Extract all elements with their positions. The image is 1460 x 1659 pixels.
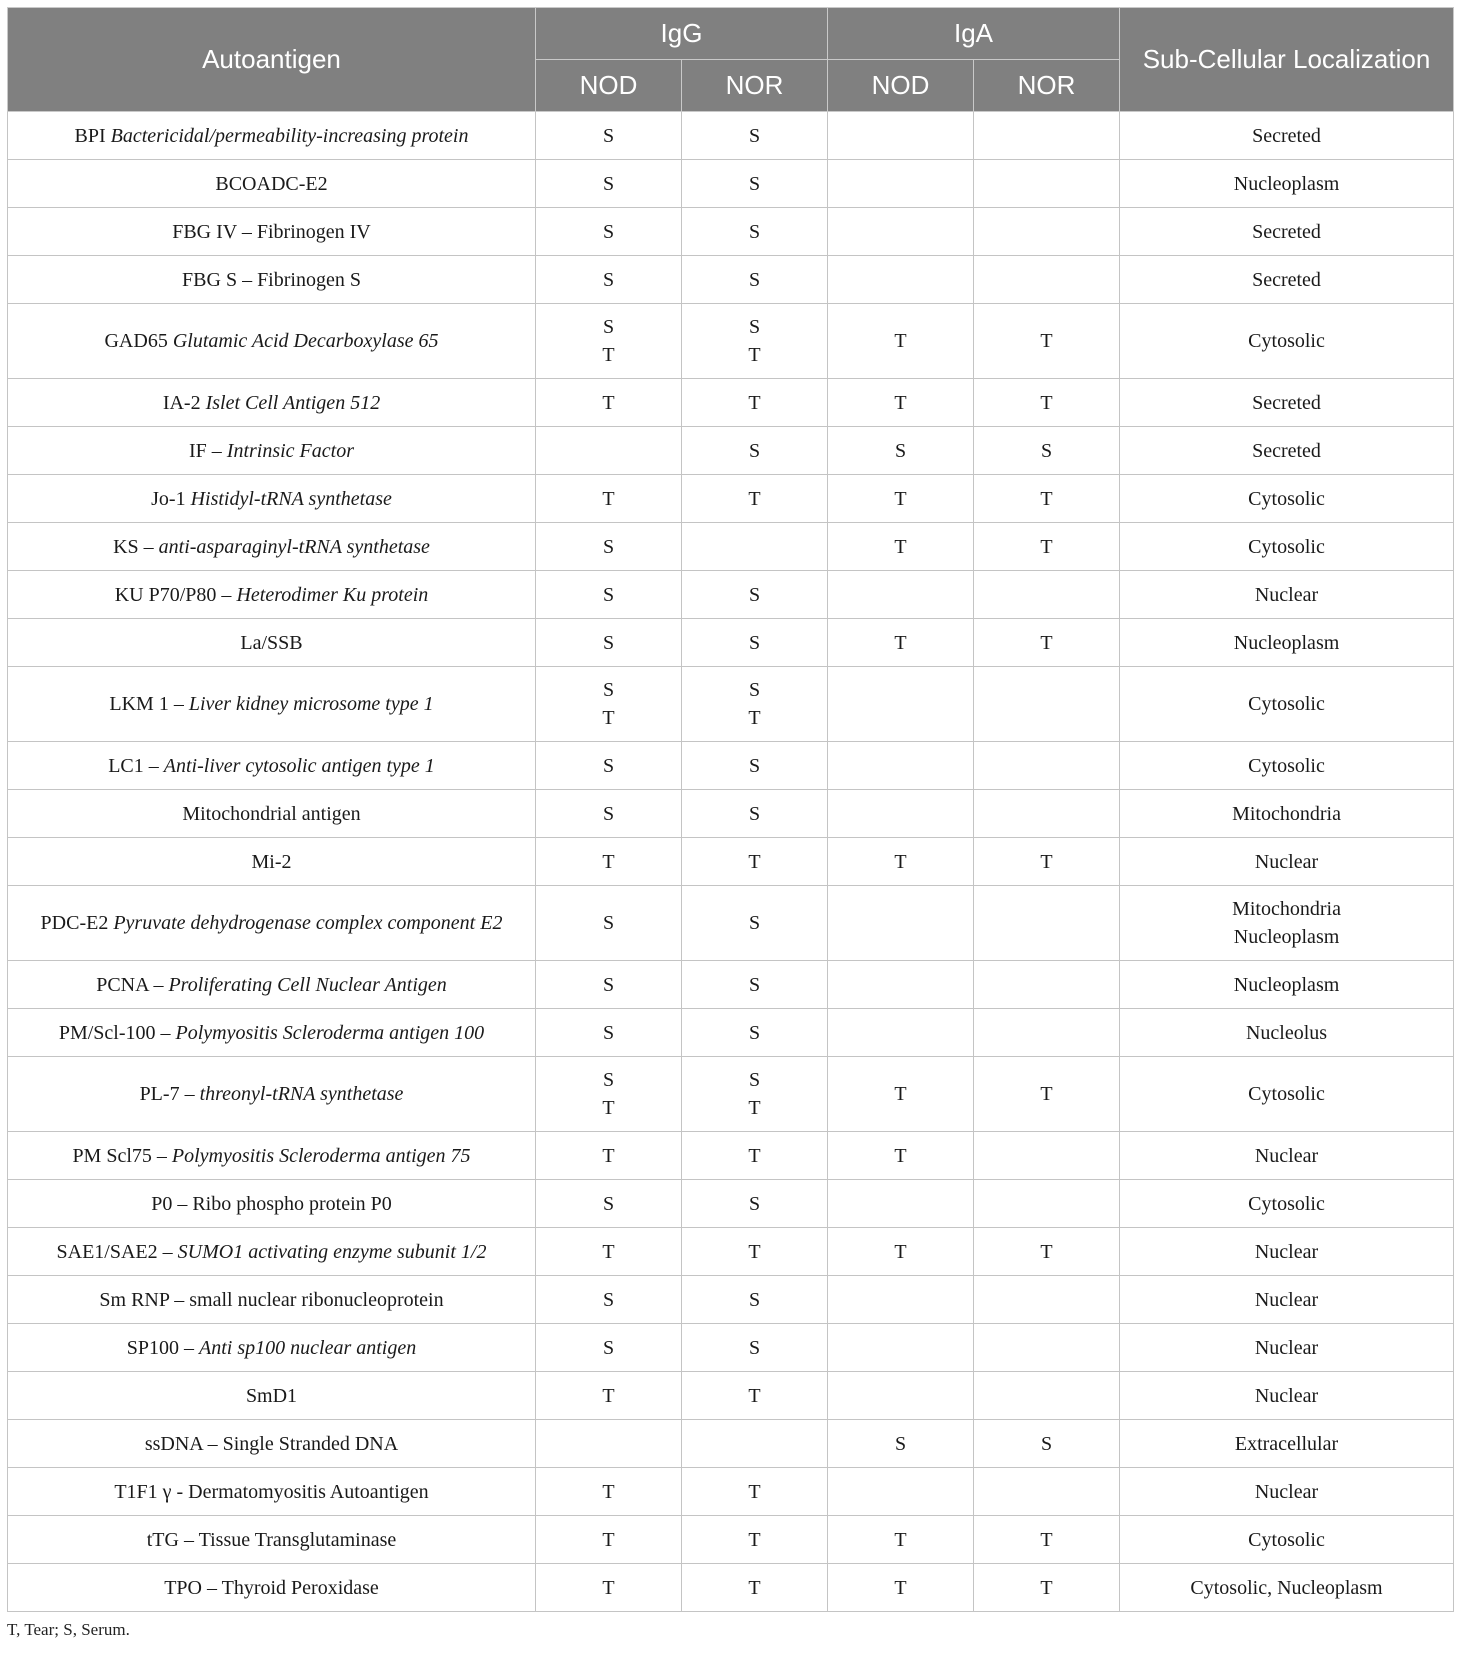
- cell-iga-nor: [974, 256, 1120, 304]
- cell-iga-nod: [828, 1468, 974, 1516]
- cell-localization: Secreted: [1120, 379, 1454, 427]
- autoantigen-description: Glutamic Acid Decarboxylase 65: [172, 330, 439, 352]
- table-row: [8, 523, 1454, 571]
- cell-igg-nor: T: [682, 838, 828, 886]
- cell-autoantigen: [8, 523, 536, 571]
- cell-iga-nod: [828, 1324, 974, 1372]
- cell-igg-nor: [682, 1057, 828, 1132]
- autoantigen-abbrev: PCNA –: [96, 973, 164, 996]
- autoantigen-abbrev: PL-7 –: [139, 1083, 195, 1105]
- autoantigen-abbrev: SP100 –: [126, 1336, 195, 1359]
- cell-igg-nor: T: [682, 1516, 828, 1564]
- cell-iga-nod: [828, 571, 974, 619]
- autoantigen-abbrev: TPO – Thyroid Peroxidase: [164, 1576, 379, 1599]
- cell-localization: Extracellular: [1120, 1420, 1454, 1468]
- cell-igg-nod: T: [536, 1564, 682, 1612]
- localization-line: Mitochondria: [1232, 898, 1341, 920]
- autoantigen-abbrev: Jo-1: [151, 487, 186, 510]
- cell-igg-nod: S: [536, 112, 682, 160]
- header-igg: IgG: [536, 8, 828, 60]
- cell-autoantigen: [8, 160, 536, 208]
- cell-iga-nod: T: [828, 475, 974, 523]
- cell-igg-nor: S: [682, 1009, 828, 1057]
- cell-iga-nod: [828, 1372, 974, 1420]
- cell-iga-nor: [974, 160, 1120, 208]
- cell-value-line: S: [602, 679, 615, 701]
- cell-iga-nor: T: [974, 1564, 1120, 1612]
- cell-iga-nor: [974, 1324, 1120, 1372]
- autoantigen-abbrev: T1F1 γ - Dermatomyositis Autoantigen: [114, 1480, 429, 1503]
- cell-igg-nor: S: [682, 112, 828, 160]
- table-row: [8, 475, 1454, 523]
- autoantigen-description: Polymyositis Scleroderma antigen 100: [175, 1021, 485, 1044]
- table-row: [8, 1276, 1454, 1324]
- cell-igg-nor: [682, 523, 828, 571]
- cell-autoantigen: [8, 1564, 536, 1612]
- cell-igg-nod: S: [536, 1180, 682, 1228]
- cell-iga-nod: T: [828, 1228, 974, 1276]
- cell-igg-nod: [536, 304, 682, 379]
- autoantigen-abbrev: GAD65: [104, 330, 168, 352]
- cell-iga-nod: [828, 256, 974, 304]
- cell-autoantigen: [8, 427, 536, 475]
- cell-igg-nod: S: [536, 961, 682, 1009]
- autoantigen-description: Histidyl-tRNA synthetase: [190, 487, 392, 510]
- cell-iga-nod: T: [828, 619, 974, 667]
- table-row: [8, 1564, 1454, 1612]
- cell-igg-nod: [536, 427, 682, 475]
- cell-igg-nod: S: [536, 790, 682, 838]
- table-row: [8, 1057, 1454, 1132]
- cell-igg-nod: T: [536, 1516, 682, 1564]
- cell-igg-nor: S: [682, 1180, 828, 1228]
- cell-igg-nor: T: [682, 379, 828, 427]
- cell-localization: Nucleoplasm: [1120, 160, 1454, 208]
- cell-igg-nor: T: [682, 1228, 828, 1276]
- cell-iga-nor: [974, 1372, 1120, 1420]
- cell-iga-nor: T: [974, 838, 1120, 886]
- cell-iga-nor: [974, 1009, 1120, 1057]
- autoantigen-abbrev: LKM 1 –: [109, 693, 184, 715]
- cell-value-line: S: [748, 1069, 761, 1091]
- cell-iga-nod: [828, 112, 974, 160]
- table-row: [8, 1516, 1454, 1564]
- cell-iga-nod: [828, 208, 974, 256]
- autoantigen-abbrev: P0 – Ribo phospho protein P0: [151, 1192, 392, 1215]
- cell-value-line: S: [602, 316, 615, 338]
- cell-igg-nor: T: [682, 1132, 828, 1180]
- cell-iga-nor: [974, 1276, 1120, 1324]
- cell-iga-nor: T: [974, 304, 1120, 379]
- table-header: [8, 8, 1454, 112]
- table-row: [8, 427, 1454, 475]
- cell-localization: Secreted: [1120, 427, 1454, 475]
- autoantigen-description: Anti-liver cytosolic antigen type 1: [163, 754, 435, 777]
- cell-autoantigen: [8, 1324, 536, 1372]
- cell-autoantigen: [8, 1420, 536, 1468]
- cell-igg-nor: S: [682, 790, 828, 838]
- cell-igg-nod: S: [536, 208, 682, 256]
- localization-line: Nucleoplasm: [1233, 926, 1340, 948]
- cell-localization: Nucleoplasm: [1120, 619, 1454, 667]
- cell-iga-nor: S: [974, 427, 1120, 475]
- cell-localization: Cytosolic: [1120, 304, 1454, 379]
- cell-autoantigen: [8, 379, 536, 427]
- cell-autoantigen: [8, 619, 536, 667]
- autoantigen-abbrev: FBG S: [182, 268, 238, 291]
- cell-igg-nor: S: [682, 742, 828, 790]
- cell-igg-nor: T: [682, 1468, 828, 1516]
- cell-igg-nor: S: [682, 571, 828, 619]
- cell-value-line: T: [748, 707, 761, 729]
- autoantigen-description: Intrinsic Factor: [226, 439, 354, 462]
- autoantigen-description: Proliferating Cell Nuclear Antigen: [168, 973, 447, 996]
- table-row: [8, 1132, 1454, 1180]
- cell-localization: [1120, 886, 1454, 961]
- table-row: [8, 160, 1454, 208]
- cell-iga-nor: [974, 1180, 1120, 1228]
- cell-value-line: T: [602, 344, 615, 366]
- autoantigen-abbrev: tTG – Tissue Transglutaminase: [146, 1528, 397, 1551]
- table-row: [8, 571, 1454, 619]
- cell-igg-nod: [536, 667, 682, 742]
- cell-autoantigen: [8, 208, 536, 256]
- autoantigen-description: threonyl-tRNA synthetase: [199, 1083, 404, 1105]
- cell-localization: Nuclear: [1120, 1132, 1454, 1180]
- cell-iga-nod: [828, 1180, 974, 1228]
- cell-iga-nod: [828, 1009, 974, 1057]
- cell-igg-nod: S: [536, 742, 682, 790]
- cell-localization: Nuclear: [1120, 1468, 1454, 1516]
- autoantigen-abbrev: LC1 –: [108, 754, 159, 777]
- autoantigen-abbrev: FBG IV: [172, 220, 237, 243]
- cell-autoantigen: [8, 1180, 536, 1228]
- cell-igg-nor: T: [682, 1564, 828, 1612]
- cell-iga-nor: [974, 667, 1120, 742]
- autoantigen-abbrev: PM/Scl-100 –: [58, 1021, 171, 1044]
- header-iga: IgA: [828, 8, 1120, 60]
- table-row: [8, 1420, 1454, 1468]
- cell-autoantigen: [8, 475, 536, 523]
- table-row: [8, 208, 1454, 256]
- cell-value-line: T: [602, 1097, 615, 1119]
- cell-iga-nor: [974, 1132, 1120, 1180]
- cell-iga-nor: T: [974, 1057, 1120, 1132]
- cell-igg-nor: S: [682, 886, 828, 961]
- cell-iga-nod: [828, 961, 974, 1009]
- cell-autoantigen: [8, 886, 536, 961]
- cell-igg-nor: S: [682, 1324, 828, 1372]
- cell-localization: Nuclear: [1120, 1324, 1454, 1372]
- cell-value-line: T: [748, 344, 761, 366]
- table-row: [8, 838, 1454, 886]
- cell-autoantigen: [8, 112, 536, 160]
- cell-localization: Cytosolic, Nucleoplasm: [1120, 1564, 1454, 1612]
- cell-iga-nod: T: [828, 1516, 974, 1564]
- table-row: [8, 1324, 1454, 1372]
- table-container: [7, 7, 1453, 1640]
- cell-localization: Cytosolic: [1120, 742, 1454, 790]
- header-igg-nod: NOD: [536, 60, 682, 112]
- cell-igg-nod: S: [536, 886, 682, 961]
- autoantigen-abbrev: PM Scl75 –: [72, 1144, 167, 1167]
- cell-igg-nor: T: [682, 1372, 828, 1420]
- cell-localization: Secreted: [1120, 208, 1454, 256]
- cell-iga-nod: [828, 667, 974, 742]
- cell-localization: Secreted: [1120, 256, 1454, 304]
- autoantigen-abbrev: La/SSB: [240, 631, 303, 654]
- cell-igg-nod: T: [536, 1468, 682, 1516]
- cell-iga-nod: [828, 886, 974, 961]
- cell-autoantigen: [8, 571, 536, 619]
- autoantigen-description: Bactericidal/permeability-increasing protein: [110, 124, 469, 147]
- cell-igg-nor: [682, 667, 828, 742]
- cell-igg-nod: S: [536, 571, 682, 619]
- cell-igg-nod: S: [536, 1324, 682, 1372]
- cell-autoantigen: [8, 1057, 536, 1132]
- autoantigen-description: Liver kidney microsome type 1: [188, 693, 434, 715]
- autoantigen-description: Anti sp100 nuclear antigen: [199, 1336, 417, 1359]
- cell-localization: Nuclear: [1120, 838, 1454, 886]
- cell-autoantigen: [8, 256, 536, 304]
- cell-autoantigen: [8, 838, 536, 886]
- cell-igg-nod: T: [536, 1228, 682, 1276]
- autoantigen-abbrev: PDC-E2: [40, 912, 109, 934]
- table-row: [8, 790, 1454, 838]
- cell-igg-nod: S: [536, 1276, 682, 1324]
- cell-localization: Cytosolic: [1120, 1057, 1454, 1132]
- cell-iga-nor: S: [974, 1420, 1120, 1468]
- table-row: [8, 961, 1454, 1009]
- header-localization: Sub-Cellular Localization: [1120, 8, 1454, 112]
- cell-igg-nod: [536, 1420, 682, 1468]
- autoantigen-abbrev: BCOADC-E2: [215, 172, 328, 195]
- cell-value-line: T: [748, 1097, 761, 1119]
- cell-igg-nod: S: [536, 160, 682, 208]
- cell-value-line: S: [748, 679, 761, 701]
- header-autoantigen: Autoantigen: [8, 8, 536, 112]
- cell-igg-nor: S: [682, 160, 828, 208]
- autoantigen-abbrev: IF –: [188, 439, 222, 462]
- cell-autoantigen: [8, 790, 536, 838]
- header-iga-nod: NOD: [828, 60, 974, 112]
- cell-autoantigen: [8, 304, 536, 379]
- cell-iga-nod: [828, 790, 974, 838]
- cell-igg-nor: S: [682, 208, 828, 256]
- cell-iga-nod: [828, 1276, 974, 1324]
- cell-igg-nod: T: [536, 1132, 682, 1180]
- cell-igg-nor: S: [682, 256, 828, 304]
- cell-igg-nor: S: [682, 961, 828, 1009]
- cell-iga-nor: [974, 886, 1120, 961]
- table-row: [8, 619, 1454, 667]
- cell-igg-nod: S: [536, 523, 682, 571]
- autoantigen-description: Heterodimer Ku protein: [236, 583, 429, 606]
- cell-iga-nor: [974, 571, 1120, 619]
- cell-autoantigen: [8, 1228, 536, 1276]
- cell-autoantigen: [8, 1468, 536, 1516]
- autoantigen-abbrev: Sm RNP – small nuclear ribonucleoprotein: [99, 1288, 444, 1311]
- cell-iga-nor: T: [974, 523, 1120, 571]
- cell-iga-nod: T: [828, 1132, 974, 1180]
- autoantigen-abbrev: SmD1: [245, 1384, 298, 1407]
- cell-iga-nod: T: [828, 1057, 974, 1132]
- cell-igg-nor: S: [682, 619, 828, 667]
- cell-iga-nor: [974, 112, 1120, 160]
- table-row: [8, 379, 1454, 427]
- autoantigen-abbrev: IA-2: [162, 391, 201, 414]
- table-row: [8, 1372, 1454, 1420]
- autoantigen-description: – Fibrinogen S: [242, 268, 361, 291]
- table-row: [8, 1180, 1454, 1228]
- cell-localization: Nuclear: [1120, 1228, 1454, 1276]
- table-row: [8, 112, 1454, 160]
- cell-igg-nod: T: [536, 379, 682, 427]
- cell-autoantigen: [8, 742, 536, 790]
- cell-localization: Secreted: [1120, 112, 1454, 160]
- cell-igg-nor: [682, 304, 828, 379]
- cell-igg-nod: S: [536, 1009, 682, 1057]
- cell-localization: Nucleoplasm: [1120, 961, 1454, 1009]
- autoantigen-abbrev: KU P70/P80 –: [114, 583, 232, 606]
- cell-igg-nor: S: [682, 1276, 828, 1324]
- cell-iga-nod: S: [828, 427, 974, 475]
- cell-localization: Cytosolic: [1120, 523, 1454, 571]
- table-row: [8, 256, 1454, 304]
- table-body: [8, 112, 1454, 1612]
- autoantigen-abbrev: BPI: [74, 124, 106, 147]
- header-igg-nor: NOR: [682, 60, 828, 112]
- cell-iga-nor: T: [974, 379, 1120, 427]
- table-row: [8, 1009, 1454, 1057]
- cell-iga-nor: [974, 208, 1120, 256]
- cell-autoantigen: [8, 667, 536, 742]
- cell-localization: Nuclear: [1120, 571, 1454, 619]
- cell-iga-nor: T: [974, 619, 1120, 667]
- cell-iga-nod: T: [828, 1564, 974, 1612]
- autoantigen-table: [7, 7, 1454, 1612]
- cell-iga-nod: S: [828, 1420, 974, 1468]
- cell-iga-nor: T: [974, 475, 1120, 523]
- cell-iga-nod: T: [828, 838, 974, 886]
- cell-iga-nod: [828, 742, 974, 790]
- cell-igg-nod: T: [536, 1372, 682, 1420]
- cell-autoantigen: [8, 961, 536, 1009]
- cell-igg-nor: [682, 1420, 828, 1468]
- cell-iga-nod: T: [828, 523, 974, 571]
- cell-localization: Cytosolic: [1120, 1516, 1454, 1564]
- cell-igg-nod: [536, 1057, 682, 1132]
- cell-autoantigen: [8, 1009, 536, 1057]
- cell-localization: Nuclear: [1120, 1276, 1454, 1324]
- autoantigen-description: Polymyositis Scleroderma antigen 75: [171, 1144, 471, 1167]
- cell-localization: Cytosolic: [1120, 667, 1454, 742]
- table-footnote: T, Tear; S, Serum.: [7, 1620, 130, 1639]
- cell-iga-nod: [828, 160, 974, 208]
- cell-igg-nod: S: [536, 619, 682, 667]
- header-iga-nor: NOR: [974, 60, 1120, 112]
- table-row: [8, 304, 1454, 379]
- autoantigen-description: SUMO1 activating enzyme subunit 1/2: [177, 1240, 487, 1263]
- cell-autoantigen: [8, 1516, 536, 1564]
- cell-iga-nod: T: [828, 304, 974, 379]
- cell-iga-nor: [974, 1468, 1120, 1516]
- autoantigen-abbrev: SAE1/SAE2 –: [56, 1240, 173, 1263]
- cell-iga-nor: T: [974, 1228, 1120, 1276]
- table-row: [8, 886, 1454, 961]
- table-row: [8, 742, 1454, 790]
- table-row: [8, 1228, 1454, 1276]
- cell-autoantigen: [8, 1132, 536, 1180]
- cell-igg-nod: S: [536, 256, 682, 304]
- cell-iga-nod: T: [828, 379, 974, 427]
- table-row: [8, 667, 1454, 742]
- autoantigen-abbrev: KS –: [113, 535, 154, 558]
- cell-igg-nod: T: [536, 838, 682, 886]
- cell-localization: Cytosolic: [1120, 475, 1454, 523]
- cell-iga-nor: [974, 742, 1120, 790]
- cell-value-line: T: [602, 707, 615, 729]
- cell-iga-nor: T: [974, 1516, 1120, 1564]
- cell-autoantigen: [8, 1276, 536, 1324]
- cell-igg-nor: T: [682, 475, 828, 523]
- cell-localization: Mitochondria: [1120, 790, 1454, 838]
- autoantigen-abbrev: ssDNA – Single Stranded DNA: [144, 1432, 399, 1455]
- cell-autoantigen: [8, 1372, 536, 1420]
- cell-localization: Cytosolic: [1120, 1180, 1454, 1228]
- cell-iga-nor: [974, 790, 1120, 838]
- autoantigen-description: Pyruvate dehydrogenase complex component E2: [113, 912, 503, 934]
- autoantigen-abbrev: Mi-2: [251, 850, 292, 873]
- cell-value-line: S: [748, 316, 761, 338]
- autoantigen-description: Islet Cell Antigen 512: [205, 391, 381, 414]
- cell-value-line: S: [602, 1069, 615, 1091]
- autoantigen-abbrev: Mitochondrial antigen: [182, 802, 361, 825]
- autoantigen-description: anti-asparaginyl-tRNA synthetase: [158, 535, 430, 558]
- cell-localization: Nuclear: [1120, 1372, 1454, 1420]
- cell-iga-nor: [974, 961, 1120, 1009]
- cell-localization: Nucleolus: [1120, 1009, 1454, 1057]
- table-row: [8, 1468, 1454, 1516]
- cell-igg-nor: S: [682, 427, 828, 475]
- cell-igg-nod: T: [536, 475, 682, 523]
- autoantigen-description: – Fibrinogen IV: [241, 220, 371, 243]
